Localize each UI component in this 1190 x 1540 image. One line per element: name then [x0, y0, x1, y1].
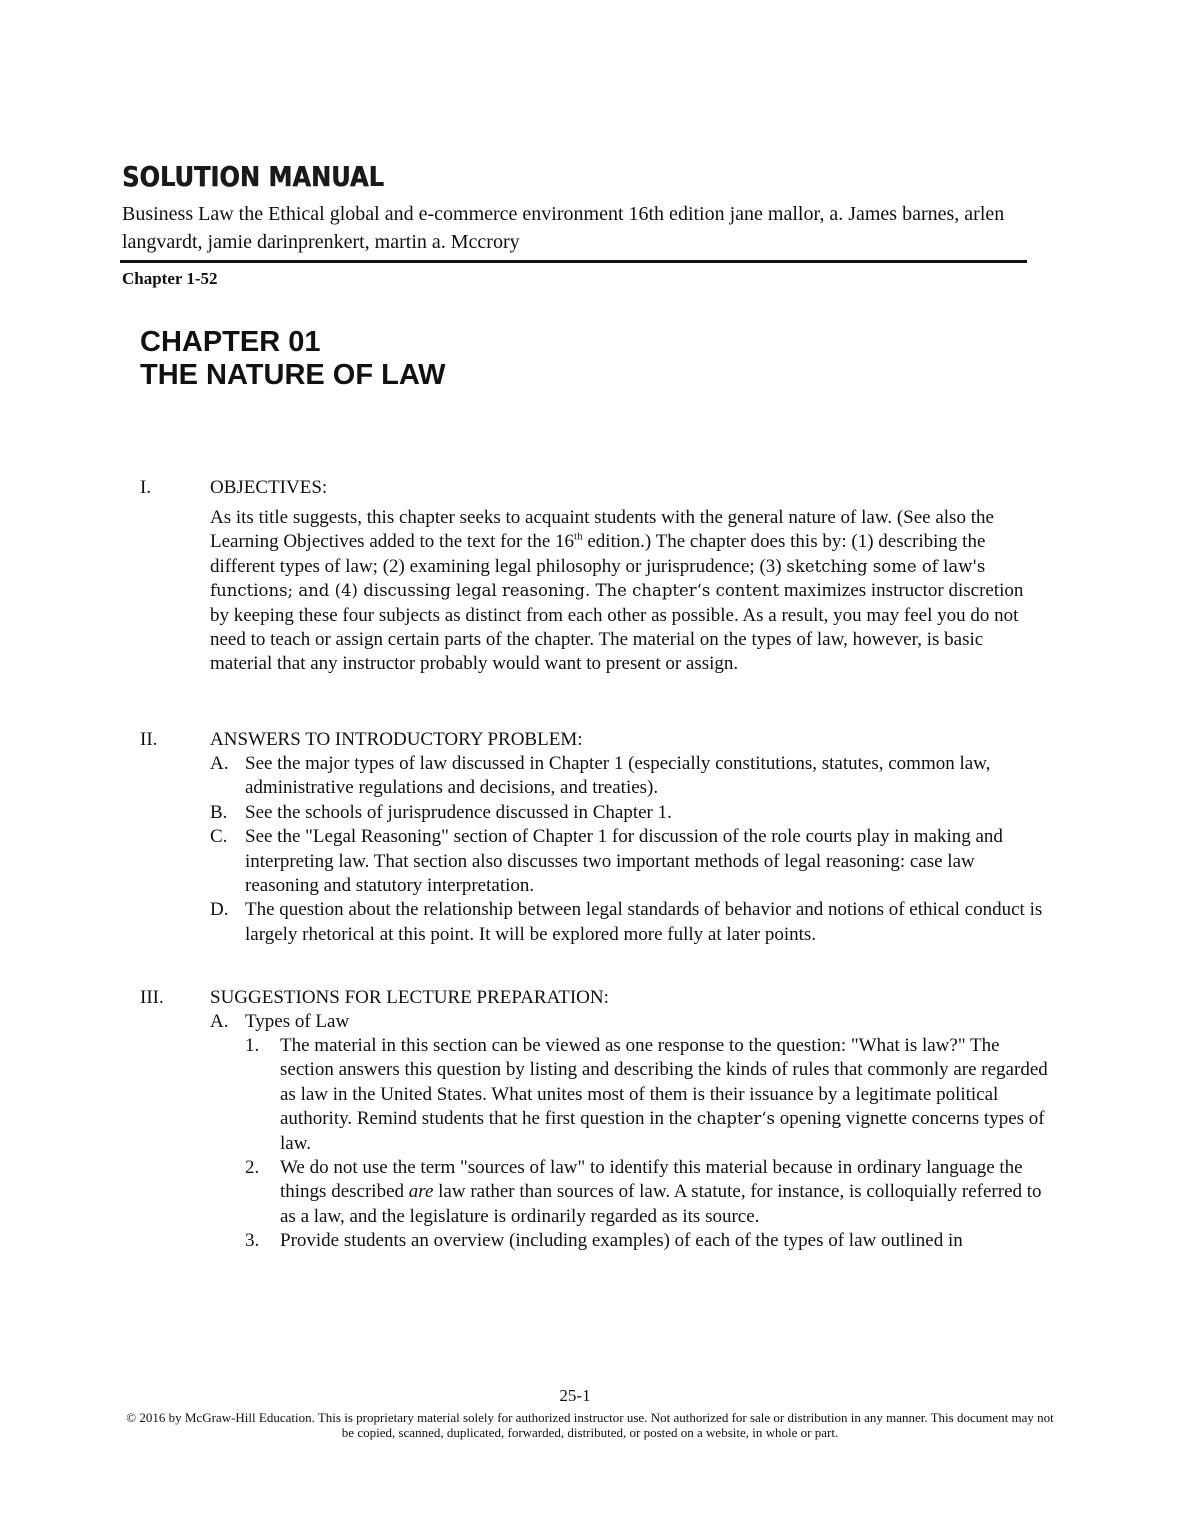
list-item-text: See the schools of jurisprudence discussed in Chapter 1. — [245, 801, 672, 823]
list-marker: C. — [210, 826, 228, 848]
answers-list — [210, 752, 1050, 947]
section-title-suggestions: SUGGESTIONS FOR LECTURE PREPARATION: — [210, 987, 609, 1008]
page-number: 25-1 — [559, 1386, 591, 1405]
list-marker: D. — [210, 899, 229, 921]
list-item-text: See the major types of law discussed in Chapter 1 (especially constitutions, statutes, common law, administrative regulations and decisions, and treaties). — [245, 753, 991, 799]
list-item-tail: opening vignette concerns types of law. — [280, 1108, 1045, 1154]
list-item — [245, 1034, 1050, 1156]
list-item-tail: law rather than sources of law. A statute, for instance, is colloquially referred to as a law, and the legislature is ordinarily regarded as its source. — [280, 1181, 1042, 1227]
list-item-emphasis: are — [408, 1181, 434, 1203]
list-item — [210, 825, 1050, 898]
suggestions-sublist — [210, 1010, 1050, 1034]
objectives-text-3: maximizes instructor discretion by keeping these four subjects as distinct from each other as possible. As a result, you may feel you do not need to teach or assign certain parts of the chapter. The material on the types of law, however, is basic material that any instructor probably would want to present or assign. — [210, 580, 1024, 675]
subsection-title: Types of Law — [245, 1011, 350, 1032]
list-item-text: The question about the relationship between legal standards of behavior and notions of ethical conduct is largely rhetorical at this point. It will be explored more fully at later points. — [245, 899, 1043, 945]
list-item — [245, 1156, 1050, 1229]
list-item-text: We do not use the term "sources of law" to identify this material because in ordinary language the things described — [280, 1157, 1023, 1203]
list-item — [210, 752, 1050, 801]
list-item — [210, 1010, 1050, 1034]
solution-manual-title: SOLUTION MANUAL — [122, 160, 384, 193]
section-title-answers: ANSWERS TO INTRODUCTORY PROBLEM: — [210, 729, 583, 750]
list-marker: 1. — [245, 1035, 260, 1056]
section-title-objectives: OBJECTIVES: — [210, 477, 328, 498]
list-item — [210, 898, 1050, 947]
list-marker: B. — [210, 801, 228, 823]
chapter-range: Chapter 1-52 — [122, 269, 218, 288]
objectives-superscript: th — [574, 531, 583, 544]
objectives-text-alt: sketching some of law's functions; and (4) discussing legal reasoning. The chapter‘s content — [210, 556, 986, 601]
list-item-alt-text: chapter‘s — [696, 1109, 775, 1129]
list-marker: 3. — [245, 1230, 260, 1252]
chapter-number: CHAPTER 01 — [140, 326, 321, 358]
list-marker: A. — [210, 753, 229, 774]
chapter-heading — [140, 326, 446, 392]
objectives-text-1: As its title suggests, this chapter seeks to acquaint students with the general nature of law. (See also the Learning Objectives added to the text for the 16 — [210, 507, 994, 553]
objectives-text-2: edition.) The chapter does this by: (1) describing the different types of law; (2) examining legal philosophy or jurisprudence; (3) — [210, 531, 986, 577]
section-numeral-answers: II. — [140, 729, 158, 750]
list-item — [245, 1229, 1050, 1253]
section-numeral-suggestions: III. — [140, 987, 164, 1008]
section-numeral-objectives: I. — [140, 477, 152, 498]
types-of-law-list — [245, 1034, 1050, 1254]
book-description: Business Law the Ethical global and e-commerce environment 16th edition jane mallor, a. James barnes, arlen langvardt, jamie darinprenkert, martin a. Mccrory — [122, 203, 1005, 253]
chapter-title: THE NATURE OF LAW — [140, 359, 446, 391]
list-marker: 2. — [245, 1157, 260, 1179]
list-item — [210, 801, 1050, 825]
copyright-notice: © 2016 by McGraw-Hill Education. This is proprietary material solely for authorized instructor use. Not authorized for sale or distribution in any manner. This document may not be copied, scanned, duplicated, forwarded, distributed, or posted on a website, in whole or part. — [126, 1410, 1054, 1440]
list-item-text: The material in this section can be viewed as one response to the question: "What is law?" The section answers this question by listing and describing the kinds of rules that commonly are regarded as law in the United States. What unites most of them is their issuance by a legitimate political authority. Remind students that he first question in the — [280, 1035, 1048, 1130]
list-item-text: Provide students an overview (including examples) of each of the types of law outlined in — [280, 1230, 963, 1252]
list-item-text: See the "Legal Reasoning" section of Chapter 1 for discussion of the role courts play in making and interpreting law. That section also discusses two important methods of legal reasoning: case law reasoning and statutory interpretation. — [245, 826, 1003, 897]
header-divider — [120, 260, 1027, 263]
list-marker: A. — [210, 1011, 229, 1032]
objectives-paragraph — [210, 506, 1045, 677]
